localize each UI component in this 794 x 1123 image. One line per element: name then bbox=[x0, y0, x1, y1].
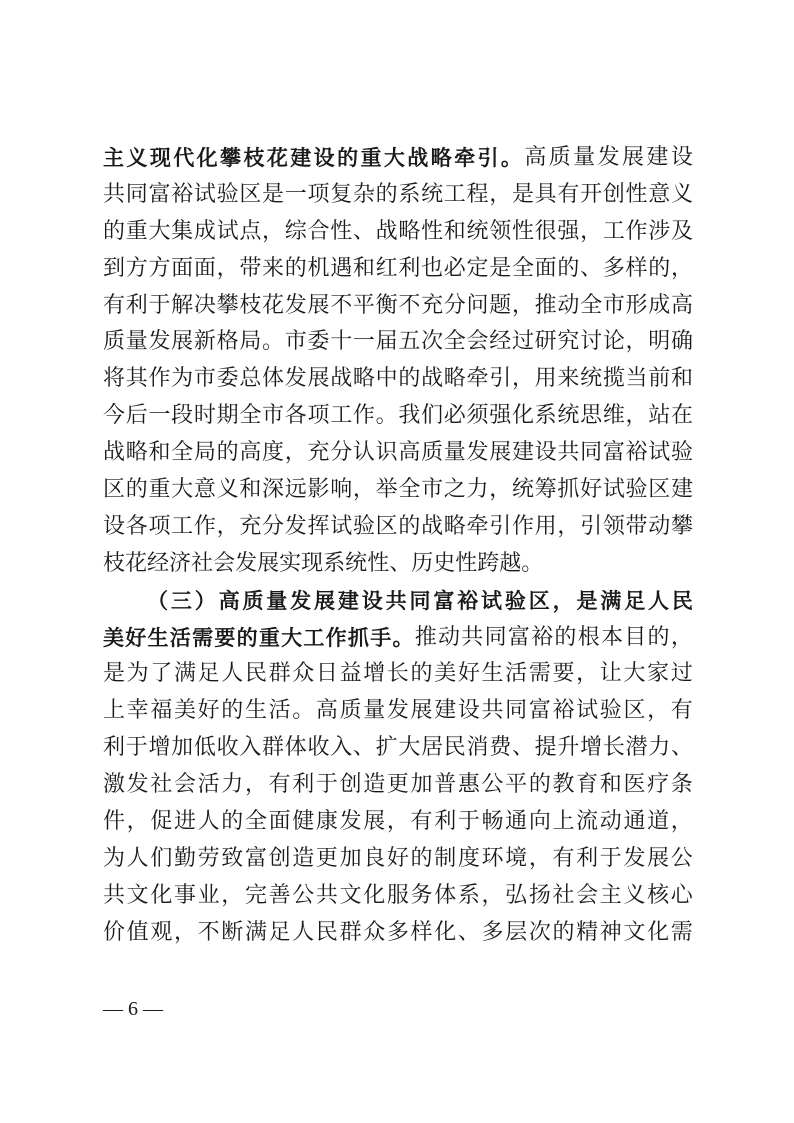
text-line: 共 文 化 事 业 ， 完 善 公 共 文 化 服 务 体 系 ， 弘 扬 社 会 主 义 核 心 bbox=[103, 882, 693, 908]
text-line: 质 量 发 展 新 格 局 。 市 委 十 一 届 五 次 全 会 经 过 研 究 讨 论 ， 明 确 bbox=[103, 329, 693, 355]
text-line: 到 方 方 面 面 ， 带 来 的 机 遇 和 红 利 也 必 定 是 全 面 的 、 多 样 的 ， bbox=[103, 255, 693, 281]
text-line: （ 三 ） 高 质 量 发 展 建 设 共 同 富 裕 试 验 区 ， 是 满 足 人 民 bbox=[147, 588, 693, 613]
body-text bbox=[103, 140, 693, 952]
text-line: 利 于 增 加 低 收 入 群 体 收 入 、 扩 大 居 民 消 费 、 提 升 增 长 潜 力 、 bbox=[103, 735, 693, 761]
text-line: 激 发 社 会 活 力 ， 有 利 于 创 造 更 加 普 惠 公 平 的 教 育 和 医 疗 条 bbox=[103, 772, 693, 798]
text-line: 上 幸 福 美 好 的 生 活 。 高 质 量 发 展 建 设 共 同 富 裕 试 验 区 ， 有 bbox=[103, 698, 693, 724]
text-line: 战 略 和 全 局 的 高 度 ， 充 分 认 识 高 质 量 发 展 建 设 共 同 富 裕 试 验 bbox=[103, 440, 693, 466]
text-line: 共 同 富 裕 试 验 区 是 一 项 复 杂 的 系 统 工 程 ， 是 具 有 开 创 性 意 义 bbox=[103, 181, 693, 207]
text-line: 的 重 大 集 成 试 点 ， 综 合 性 、 战 略 性 和 统 领 性 很 强 ， 工 作 涉 及 bbox=[103, 218, 693, 244]
text-line: 是 为 了 满 足 人 民 群 众 日 益 增 长 的 美 好 生 活 需 要 ， 让 大 家 过 bbox=[103, 661, 693, 687]
text-line: 价 值 观 ， 不 断 满 足 人 民 群 众 多 样 化 、 多 层 次 的 精 神 文 化 需 bbox=[103, 919, 693, 945]
page-number: — 6 — bbox=[103, 998, 163, 1020]
text-line: 美 好 生 活 需 要 的 重 大 工 作 抓 手 。 推 动 共 同 富 裕 的 根 本 目 的 ， bbox=[103, 624, 693, 650]
text-line: 有 利 于 解 决 攀 枝 花 发 展 不 平 衡 不 充 分 问 题 ， 推 动 全 市 形 成 高 bbox=[103, 292, 693, 318]
text-line: 将 其 作 为 市 委 总 体 发 展 战 略 中 的 战 略 牵 引 ， 用 来 统 揽 当 前 和 bbox=[103, 366, 693, 392]
text-line: 设 各 项 工 作 ， 充 分 发 挥 试 验 区 的 战 略 牵 引 作 用 ， 引 领 带 动 攀 bbox=[103, 513, 693, 539]
text-line: 件 ， 促 进 人 的 全 面 健 康 发 展 ， 有 利 于 畅 通 向 上 流 动 通 道 ， bbox=[103, 809, 693, 835]
text-line: 为 人 们 勤 劳 致 富 创 造 更 加 良 好 的 制 度 环 境 ， 有 利 于 发 展 公 bbox=[103, 845, 693, 871]
text-line: 区 的 重 大 意 义 和 深 远 影 响 ， 举 全 市 之 力 ， 统 筹 抓 好 试 验 区 建 bbox=[103, 477, 693, 503]
text-line: 枝 花 经 济 社 会 发 展 实 现 系 统 性 、 历 史 性 跨 越 。 bbox=[103, 550, 544, 576]
text-line: 主 义 现 代 化 攀 枝 花 建 设 的 重 大 战 略 牵 引 。 高 质 量 发 展 建 设 bbox=[103, 145, 693, 170]
text-line: 今 后 一 段 时 期 全 市 各 项 工 作 。 我 们 必 须 强 化 系 统 思 维 ， 站 在 bbox=[103, 403, 693, 429]
